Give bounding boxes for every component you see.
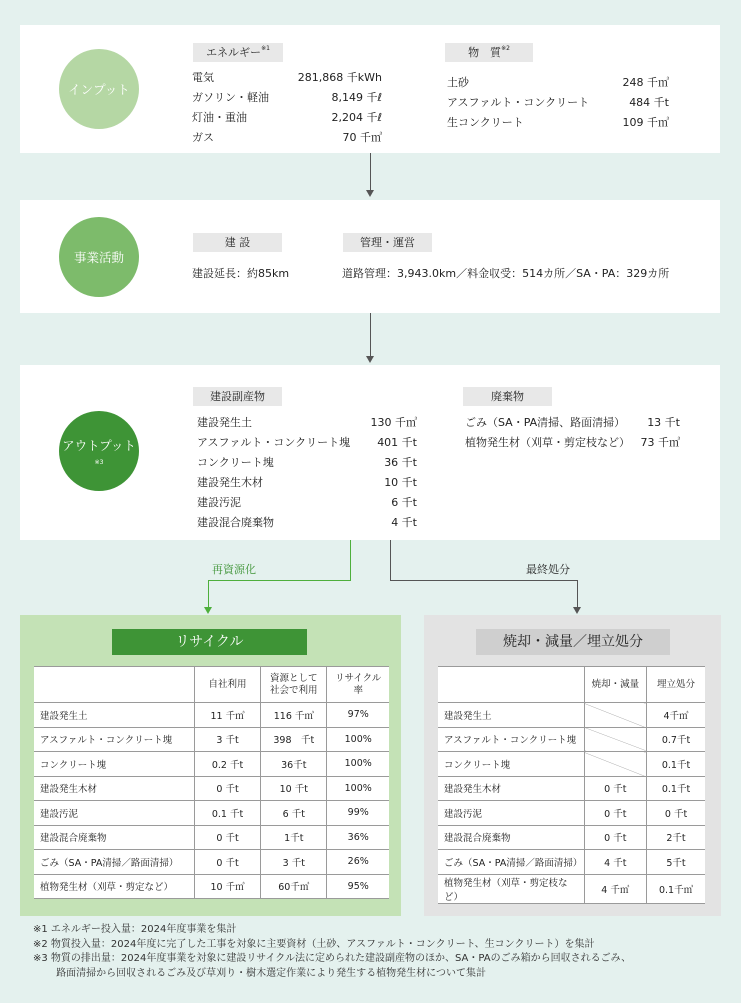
- material-item-value: 248 千㎥: [622, 76, 669, 89]
- row-label: 建設汚泥: [438, 801, 584, 826]
- waste-tag: 廃棄物: [463, 387, 552, 406]
- byproduct-item-label: アスファルト・コンクリート塊: [197, 436, 351, 449]
- table-cell: 116 千㎥: [261, 703, 327, 728]
- byproducts-tag: 建設副産物: [193, 387, 282, 406]
- table-cell: 0.1千㎥: [647, 874, 705, 903]
- table-cell: 0 千t: [584, 801, 646, 826]
- table-cell: 99%: [327, 801, 389, 826]
- row-label: 建設混合廃棄物: [438, 825, 584, 850]
- column-header: リサイクル率: [327, 667, 389, 703]
- table-cell: 0.2 千t: [194, 752, 260, 777]
- construction-tag: 建 設: [193, 233, 282, 252]
- table-cell: 4千㎥: [647, 703, 705, 728]
- table-cell: 0.1千t: [647, 752, 705, 777]
- material-item-value: 109 千㎥: [622, 116, 669, 129]
- table-cell: 11 千㎥: [194, 703, 260, 728]
- table-cell: 36千t: [261, 752, 327, 777]
- material-item-row: [447, 73, 669, 93]
- disposal-title: 焼却・減量／埋立処分: [476, 629, 670, 655]
- material-item-value: 484 千t: [629, 96, 669, 109]
- table-row: [34, 703, 389, 728]
- table-cell: 3 千t: [194, 727, 260, 752]
- table-row: [438, 776, 705, 801]
- footnote: 路面清掃から回収されるごみ及び草刈り・樹木選定作業により発生する植物発生材について集計: [33, 967, 486, 979]
- table-cell: 398 千t: [261, 727, 327, 752]
- flow-arrow-1: [366, 190, 374, 197]
- table-row: [34, 874, 389, 899]
- energy-item-row: [192, 68, 382, 88]
- materials-list: [447, 73, 669, 133]
- table-cell: 100%: [327, 776, 389, 801]
- table-row: [34, 850, 389, 875]
- column-header: 焼却・減量: [584, 667, 646, 703]
- table-cell: [584, 727, 646, 752]
- table-cell: 0 千t: [194, 776, 260, 801]
- column-header: [438, 667, 584, 703]
- energy-list: [192, 68, 382, 148]
- byproduct-item-row: [197, 413, 417, 433]
- energy-item-row: [192, 88, 382, 108]
- table-row: [34, 776, 389, 801]
- table-header-row: [438, 667, 705, 703]
- material-item-label: アスファルト・コンクリート: [447, 96, 590, 109]
- recycle-flow-line-c: [208, 580, 209, 607]
- row-label: 植物発生材（刈草・剪定など）: [34, 874, 194, 899]
- energy-item-value: 281,868 千kWh: [297, 71, 382, 84]
- material-item-label: 生コンクリート: [447, 116, 524, 129]
- disposal-table: [438, 666, 705, 904]
- waste-item-value: 13 千t: [647, 416, 680, 429]
- table-cell: 6 千t: [261, 801, 327, 826]
- recycle-flow-label: 再資源化: [212, 563, 256, 576]
- energy-item-value: 8,149 千ℓ: [331, 91, 382, 104]
- byproduct-item-row: [197, 493, 417, 513]
- recycle-flow-arrow: [204, 607, 212, 614]
- material-item-row: [447, 113, 669, 133]
- table-cell: 10 千㎥: [194, 874, 260, 899]
- byproducts-list: [197, 413, 417, 533]
- byproduct-item-label: 建設混合廃棄物: [197, 516, 274, 529]
- table-cell: 60千㎥: [261, 874, 327, 899]
- row-label: コンクリート塊: [34, 752, 194, 777]
- table-cell: 0 千t: [194, 825, 260, 850]
- table-cell: 36%: [327, 825, 389, 850]
- table-row: [438, 850, 705, 875]
- byproduct-item-label: 建設発生木材: [197, 476, 263, 489]
- table-row: [438, 752, 705, 777]
- column-header: [34, 667, 194, 703]
- recycle-title: リサイクル: [112, 629, 307, 655]
- business-panel: [20, 200, 720, 313]
- footnotes: [33, 923, 631, 981]
- footnote: ※2 物質投入量：2024年度に完了した工事を対象に主要資材（土砂、アスファルト・コンクリート、生コンクリート）を集計: [33, 938, 595, 950]
- table-row: [34, 825, 389, 850]
- byproduct-item-value: 6 千t: [391, 496, 417, 509]
- table-cell: 0.7千t: [647, 727, 705, 752]
- table-cell: 95%: [327, 874, 389, 899]
- byproduct-item-label: コンクリート塊: [197, 456, 274, 469]
- row-label: アスファルト・コンクリート塊: [34, 727, 194, 752]
- row-label: コンクリート塊: [438, 752, 584, 777]
- business-circle: [59, 217, 139, 297]
- row-label: アスファルト・コンクリート塊: [438, 727, 584, 752]
- byproduct-item-value: 130 千㎥: [370, 416, 417, 429]
- recycle-flow-line-a: [350, 540, 351, 580]
- management-text: 道路管理：3,943.0km／料金収受：514カ所／SA・PA：329カ所: [342, 267, 670, 280]
- footnote: ※3 物質の排出量：2024年度事業を対象に建設リサイクル法に定められた建設副産物のほか、SA・PAのごみ箱から回収されるごみ、: [33, 953, 632, 964]
- table-cell: 97%: [327, 703, 389, 728]
- row-label: 建設汚泥: [34, 801, 194, 826]
- table-cell: 5千t: [647, 850, 705, 875]
- table-cell: 0 千t: [647, 801, 705, 826]
- table-cell: 26%: [327, 850, 389, 875]
- material-item-label: 土砂: [447, 76, 469, 89]
- energy-item-row: [192, 108, 382, 128]
- waste-item-row: [465, 433, 680, 453]
- final-flow-line-b: [390, 580, 578, 581]
- byproduct-item-row: [197, 433, 417, 453]
- energy-tag: エネルギー$^{※1}$: [193, 43, 283, 62]
- table-row: [34, 801, 389, 826]
- byproduct-item-value: 10 千t: [384, 476, 417, 489]
- energy-item-row: [192, 128, 382, 148]
- row-label: 植物発生材（刈草・剪定枝など）: [438, 874, 584, 903]
- table-cell: 4 千㎥: [584, 874, 646, 903]
- byproduct-item-value: 401 千t: [377, 436, 417, 449]
- table-cell: 4 千t: [584, 850, 646, 875]
- table-row: [34, 752, 389, 777]
- table-cell: 1千t: [261, 825, 327, 850]
- table-cell: 0 千t: [194, 850, 260, 875]
- management-tag: 管理・運営: [343, 233, 432, 252]
- energy-item-label: 電気: [192, 71, 214, 84]
- row-label: 建設発生木材: [34, 776, 194, 801]
- table-cell: 2千t: [647, 825, 705, 850]
- waste-item-label: 植物発生材（刈草・剪定枝など）: [465, 436, 630, 449]
- byproduct-item-label: 建設発生土: [197, 416, 252, 429]
- input-panel: [20, 25, 720, 153]
- table-cell: 3 千t: [261, 850, 327, 875]
- table-row: [438, 825, 705, 850]
- table-cell: 0.1千t: [647, 776, 705, 801]
- row-label: ごみ（SA・PA清掃／路面清掃）: [34, 850, 194, 875]
- energy-item-value: 70 千㎥: [342, 131, 382, 144]
- flow-arrow-2: [366, 356, 374, 363]
- byproduct-item-row: [197, 513, 417, 533]
- byproduct-item-row: [197, 473, 417, 493]
- row-label: 建設発生木材: [438, 776, 584, 801]
- table-row: [438, 801, 705, 826]
- column-header: 資源として 社会で利用: [261, 667, 327, 703]
- table-row: [438, 874, 705, 903]
- materials-tag: 物 質$^{※2}$: [445, 43, 533, 62]
- energy-item-label: 灯油・重油: [192, 111, 247, 124]
- table-cell: 0 千t: [584, 776, 646, 801]
- footnote: ※1 エネルギー投入量：2024年度事業を集計: [33, 924, 237, 935]
- byproduct-item-value: 4 千t: [391, 516, 417, 529]
- waste-list: [465, 413, 680, 453]
- output-circle-note: ※3: [94, 459, 104, 466]
- flow-line-1: [370, 153, 371, 190]
- byproduct-item-value: 36 千t: [384, 456, 417, 469]
- column-header: 埋立処分: [647, 667, 705, 703]
- row-label: 建設発生土: [438, 703, 584, 728]
- table-cell: [584, 752, 646, 777]
- business-circle-label: 事業活動: [73, 250, 124, 265]
- byproduct-item-row: [197, 453, 417, 473]
- byproduct-item-label: 建設汚泥: [197, 496, 241, 509]
- table-cell: [584, 703, 646, 728]
- table-cell: 0.1 千t: [194, 801, 260, 826]
- final-flow-line-c: [577, 580, 578, 607]
- output-circle-label: アウトプット: [62, 438, 136, 453]
- waste-item-row: [465, 413, 680, 433]
- recycle-table: [34, 666, 389, 899]
- final-flow-line-a: [390, 540, 391, 580]
- waste-item-label: ごみ（SA・PA清掃、路面清掃）: [465, 416, 626, 429]
- table-cell: 10 千t: [261, 776, 327, 801]
- waste-item-value: 73 千㎥: [640, 436, 680, 449]
- output-circle: [59, 411, 139, 491]
- table-cell: 0 千t: [584, 825, 646, 850]
- recycle-flow-line-b: [208, 580, 351, 581]
- output-panel: [20, 365, 720, 540]
- energy-item-value: 2,204 千ℓ: [331, 111, 382, 124]
- flow-line-2: [370, 313, 371, 356]
- final-flow-arrow: [573, 607, 581, 614]
- table-row: [438, 703, 705, 728]
- column-header: 自社利用: [194, 667, 260, 703]
- row-label: 建設発生土: [34, 703, 194, 728]
- material-item-row: [447, 93, 669, 113]
- energy-item-label: ガス: [192, 131, 214, 144]
- table-row: [438, 727, 705, 752]
- final-flow-label: 最終処分: [526, 563, 570, 576]
- row-label: 建設混合廃棄物: [34, 825, 194, 850]
- table-header-row: [34, 667, 389, 703]
- input-circle: [59, 49, 139, 129]
- row-label: ごみ（SA・PA清掃／路面清掃）: [438, 850, 584, 875]
- recycle-box: [20, 615, 401, 916]
- construction-text: 建設延長：約85km: [192, 267, 290, 280]
- input-circle-label: インプット: [68, 82, 130, 97]
- energy-item-label: ガソリン・軽油: [192, 91, 269, 104]
- table-cell: 100%: [327, 752, 389, 777]
- disposal-box: [424, 615, 721, 916]
- table-row: [34, 727, 389, 752]
- table-cell: 100%: [327, 727, 389, 752]
